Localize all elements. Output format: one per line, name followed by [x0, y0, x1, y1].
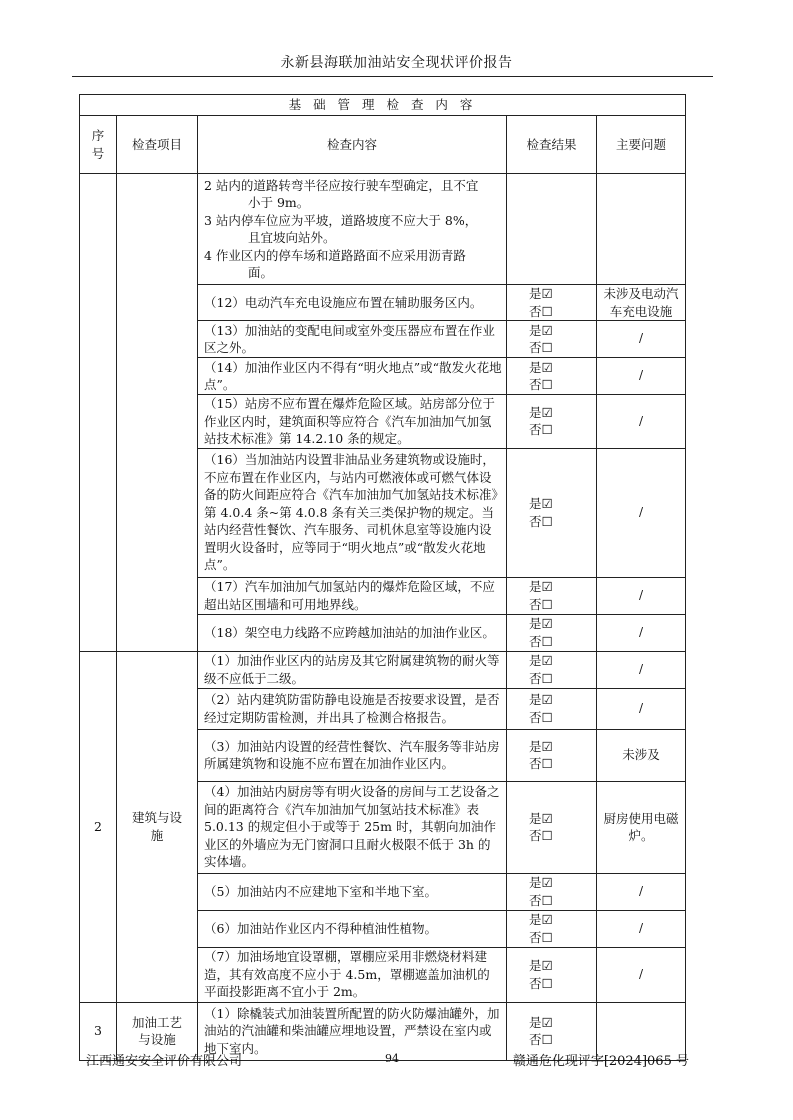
footer-report-code: 赣通危化现评字[2024]065 号	[512, 1054, 689, 1069]
table-header-row	[80, 116, 686, 174]
result-yes-checked: 是☑	[529, 496, 553, 511]
result-yes-checked: 是☑	[529, 404, 553, 420]
result-yes-checked: 是☑	[529, 875, 553, 890]
check-result-empty	[507, 174, 597, 285]
check-content: （18）架空电力线路不应跨越加油站的加油作业区。	[198, 614, 507, 651]
main-problem-empty	[597, 174, 686, 285]
result-no-unchecked: 否☐	[529, 828, 553, 843]
main-problem: /	[597, 448, 686, 577]
check-content: （12）电动汽车充电设施应布置在辅助服务区内。	[198, 285, 507, 321]
check-content: （16）当加油站内设置非油品业务建筑物或设施时，不应布置在作业区内，与站内可燃液体或可燃气体设备的防火间距应符合《汽车加油加气加氢站技术标准》第 4.0.4 条~第 4.0.8 条有关三类保护物的规定。当站内经营性餐饮、汽车服务、司机休息室等设施内设置明火设备时，应等同于“明火地点”或“散发火花地点”。	[198, 448, 507, 577]
main-problem: /	[597, 947, 686, 1002]
result-yes-checked: 是☑	[529, 322, 553, 338]
result-no-unchecked: 否☐	[529, 1032, 553, 1047]
col-header-serial	[80, 116, 117, 174]
check-content: （7）加油场地宜设罩棚，罩棚应采用非燃烧材料建造，其有效高度不应小于 4.5m，罩棚遮盖加油机的平面投影距离不宜小于 2m。	[198, 947, 507, 1002]
inspection-table	[79, 94, 686, 1061]
result-no-unchecked: 否☐	[529, 892, 553, 908]
main-problem: 厨房使用电磁炉。	[597, 781, 686, 873]
check-content: （2）站内建筑防雷防静电设施是否按要求设置，是否经过定期防雷检测，并出具了检测合格报告。	[198, 688, 507, 729]
table-title-row	[80, 95, 686, 116]
check-content: （15）站房不应布置在爆炸危险区域。站房部分位于作业区内时，建筑面积等应符合《汽车加油加气加氢站技术标准》第 14.2.10 条的规定。	[198, 395, 507, 449]
main-problem: 未涉及电动汽车充电设施	[597, 285, 686, 321]
col-header-serial-line1: 序	[91, 128, 105, 143]
serial-cell: 2	[80, 651, 117, 1002]
result-yes-checked: 是☑	[529, 359, 553, 375]
check-content: （3）加油站内设置的经营性餐饮、汽车服务等非站房所属建筑物和设施不应布置在加油作业区内。	[198, 729, 507, 781]
col-header-item: 检查项目	[117, 116, 198, 174]
content-line: 2 站内的道路转弯半径应按行驶车型确定，且不宜	[204, 177, 479, 193]
main-problem: /	[597, 688, 686, 729]
check-result	[507, 688, 597, 729]
check-content: （4）加油站内厨房等有明火设备的房间与工艺设备之间的距离符合《汽车加油加气加氢站技术标准》表 5.0.13 的规定但小于或等于 25m 时，其朝向加油作业区的外墙应为无门窗洞口且耐火极限不低于 3h 的实体墙。	[198, 781, 507, 873]
result-no-unchecked: 否☐	[529, 709, 553, 725]
result-no-unchecked: 否☐	[529, 513, 553, 529]
main-problem: /	[597, 577, 686, 614]
result-no-unchecked: 否☐	[529, 633, 553, 649]
result-yes-checked: 是☑	[529, 286, 553, 301]
check-content: （1）除橇装式加油装置所配置的防火防爆油罐外，加油站的汽油罐和柴油罐应埋地设置，严禁设在室内或地下室内。	[198, 1002, 507, 1060]
check-result	[507, 947, 597, 1002]
check-result	[507, 285, 597, 321]
check-result	[507, 614, 597, 651]
col-header-result: 检查结果	[507, 116, 597, 174]
main-problem: /	[597, 395, 686, 449]
item-cell	[117, 174, 198, 652]
content-line: 且宜坡向站外。	[248, 230, 336, 245]
result-yes-checked: 是☑	[529, 616, 553, 631]
result-yes-checked: 是☑	[529, 653, 553, 668]
content-line: 4 作业区内的停车场和道路路面不应采用沥青路	[204, 247, 466, 263]
content-line: 小于 9m。	[248, 195, 310, 210]
main-problem: /	[597, 910, 686, 947]
footer-page-number: 94	[385, 1052, 399, 1065]
check-result	[507, 651, 597, 688]
serial-cell	[80, 174, 117, 652]
check-content: （17）汽车加油加气加氢站内的爆炸危险区域，不应超出站区围墙和可用地界线。	[198, 577, 507, 614]
header-rule	[72, 76, 713, 77]
check-content: （6）加油站作业区内不得种植油性植物。	[198, 910, 507, 947]
check-result	[507, 358, 597, 395]
footer-company: 江西通安安全评价有限公司	[86, 1054, 243, 1069]
result-no-unchecked: 否☐	[529, 670, 553, 686]
result-yes-checked: 是☑	[529, 692, 553, 707]
check-result	[507, 729, 597, 781]
result-yes-checked: 是☑	[529, 738, 553, 754]
check-result	[507, 321, 597, 358]
result-no-unchecked: 否☐	[529, 929, 553, 945]
main-problem: /	[597, 358, 686, 395]
col-header-problem: 主要问题	[597, 116, 686, 174]
result-yes-checked: 是☑	[529, 912, 553, 927]
serial-cell: 3	[80, 1002, 117, 1060]
check-content: （1）加油作业区内的站房及其它附属建筑物的耐火等级不应低于二级。	[198, 651, 507, 688]
result-no-unchecked: 否☐	[529, 596, 553, 612]
result-no-unchecked: 否☐	[529, 756, 553, 771]
result-yes-checked: 是☑	[529, 579, 553, 594]
check-result	[507, 395, 597, 449]
check-content: （14）加油作业区内不得有“明火地点”或“散发火花地点”。	[198, 358, 507, 395]
check-content-continued	[198, 174, 507, 285]
check-result	[507, 873, 597, 910]
table-row	[80, 651, 686, 688]
content-line: 面。	[248, 265, 274, 280]
table-row	[80, 174, 686, 285]
result-no-unchecked: 否☐	[529, 377, 553, 392]
check-result	[507, 781, 597, 873]
check-result	[507, 448, 597, 577]
result-no-unchecked: 否☐	[529, 340, 553, 355]
main-problem: /	[597, 321, 686, 358]
result-yes-checked: 是☑	[529, 958, 553, 973]
result-no-unchecked: 否☐	[529, 303, 553, 319]
report-title: 永新县海联加油站安全现状评价报告	[280, 55, 513, 71]
check-content: （13）加油站的变配电间或室外变压器应布置在作业区之外。	[198, 321, 507, 358]
table-title: 基 础 管 理 检 查 内 容	[80, 95, 686, 116]
result-no-unchecked: 否☐	[529, 422, 553, 438]
result-yes-checked: 是☑	[529, 1014, 553, 1030]
col-header-content: 检查内容	[198, 116, 507, 174]
result-yes-checked: 是☑	[529, 810, 553, 826]
item-cell: 建筑与设施	[117, 651, 198, 1002]
main-problem: /	[597, 651, 686, 688]
main-problem: 未涉及	[597, 729, 686, 781]
check-content: （5）加油站内不应建地下室和半地下室。	[198, 873, 507, 910]
content-line: 3 站内停车位应为平坡，道路坡度不应大于 8%，	[204, 212, 478, 228]
main-problem: /	[597, 873, 686, 910]
col-header-serial-line2: 号	[91, 145, 105, 161]
item-cell: 加油工艺与设施	[117, 1002, 198, 1060]
main-problem: /	[597, 614, 686, 651]
result-no-unchecked: 否☐	[529, 975, 553, 991]
check-result	[507, 577, 597, 614]
check-result	[507, 910, 597, 947]
